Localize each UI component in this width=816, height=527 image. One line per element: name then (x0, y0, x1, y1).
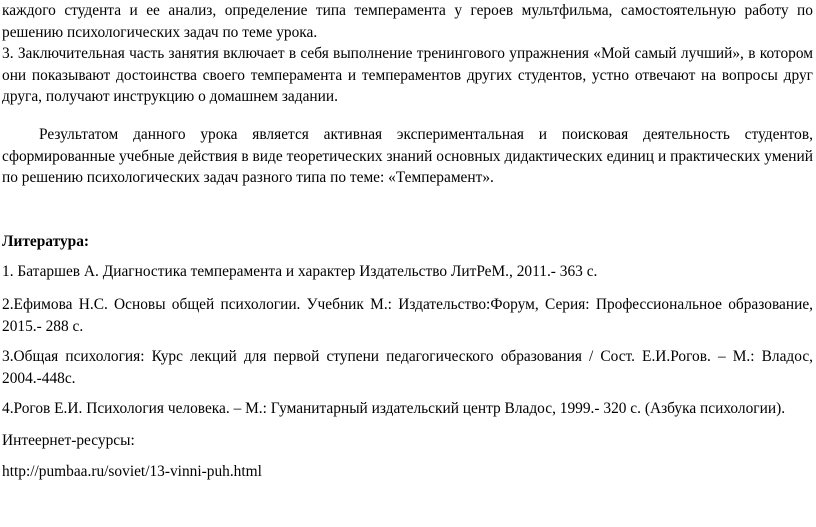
internet-resources-heading: Интеернет-ресурсы: (2, 432, 135, 449)
literature-heading: Литература: (2, 233, 90, 250)
literature-item-4: 4.Рогов Е.И. Психология человека. – М.: Гуманитарный издательский центр Владос, 1999.- 320 с. (Азбука психологии). (2, 400, 786, 417)
internet-resource-link[interactable]: http://pumbaa.ru/soviet/13-vinni-puh.html (2, 463, 262, 480)
paragraph-lesson-activities: каждого студента и ее анализ, определение типа темперамента у героев мультфильма, самостоятельную работу по решению психологических задач по теме урока. (2, 2, 813, 41)
paragraph-lesson-result: Результатом данного урока является активная экспериментальная и поисковая деятельность студентов, сформированные учебные действия в виде теоретических знаний основных дидактических единиц и практических умений по решению психологических задач разного типа по теме: «Темперамент». (2, 126, 813, 186)
literature-item-3: 3.Общая психология: Курс лекций для первой ступени педагогического образования / Сост. Е.И.Рогов. – М.: Владос, 2004.-448с. (2, 348, 813, 387)
literature-item-2: 2.Ефимова Н.С. Основы общей психологии. Учебник М.: Издательство:Форум, Серия: Профессиональное образование, 2015.- 288 с. (2, 296, 813, 335)
literature-item-1: 1. Батаршев А. Диагностика темперамента и характер Издательство ЛитРеМ., 2011.- 363 с. (2, 263, 598, 280)
paragraph-final-part: 3. Заключительная часть занятия включает в себя выполнение тренингового упражнения «Мой самый лучший», в котором они показывают достоинства своего темперамента и темпераментов других студентов, устно отвечают на вопросы друг друга, получают инструкцию о домашнем задании. (2, 45, 813, 105)
